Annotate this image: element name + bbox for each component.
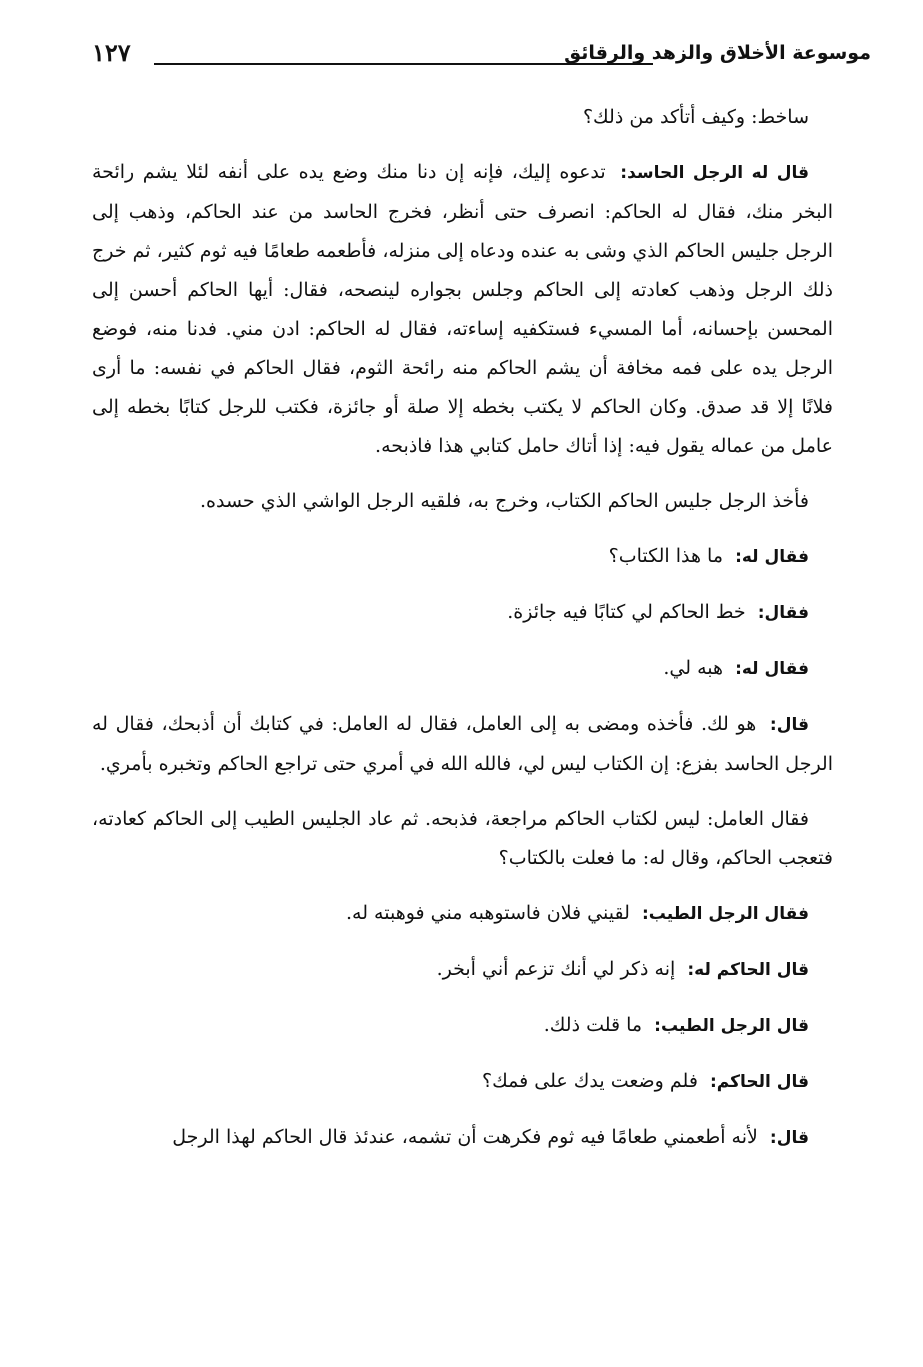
paragraph [92,593,833,633]
paragraph-text: تدعوه إليك، فإنه إن دنا منك وضع يده على أنفه لئلا يشم رائحة البخر منك، فقال له الحاكم: انصرف حتى أنظر، فخرج الحاسد من عند الحاكم، وذهب إلى الرجل جليس الحاكم الذي وشى به عنده ودعاه إلى منزله، فأطعمه طعامًا فيه ثوم كثير، ثم خرج ذلك الرجل وذهب كعادته إلى الحاكم وجلس بجواره لينصحه، فقال: أيها الحاكم أحسن إلى المحسن بإحسانه، أما المسيء فستكفيه إساءته، فقال له الحاكم: ادن مني. فدنا منه، فوضع الرجل يده على فمه مخافة أن يشم الحاكم منه رائحة الثوم، فقال الحاكم في نفسه: ما أرى فلانًا إلا قد صدق. وكان الحاكم لا يكتب بخطه إلا صلة أو جائزة، فكتب للرجل كتابًا بخطه إلى عامل من عماله يقول فيه: إذا أتاك حامل كتابي هذا فاذبحه. [92,161,833,457]
paragraph-text: ساخط: وكيف أتأكد من ذلك؟ [582,106,809,128]
paragraph [92,800,833,878]
paragraph [92,649,833,689]
paragraph-text: ما هذا الكتاب؟ [608,545,724,567]
paragraph-text: ما قلت ذلك. [543,1014,643,1036]
paragraph [92,1062,833,1102]
paragraph-text: هبه لي. [663,657,724,679]
paragraph-text: لأنه أطعمني طعامًا فيه ثوم فكرهت أن تشمه، عندئذ قال الحاكم لهذا الرجل [172,1126,758,1148]
book-title: موسوعة الأخلاق والزهد والرقائق [564,42,871,64]
speaker-label: قال له الرجل الحاسد: [620,163,809,183]
speaker-label: قال الرجل الطيب: [654,1016,809,1036]
speaker-label: قال: [769,1128,809,1148]
speaker-label: قال الحاكم له: [687,960,809,980]
paragraph [92,1006,833,1046]
speaker-label: فقال الرجل الطيب: [641,904,809,924]
paragraph [92,1118,833,1158]
paragraph-text: خط الحاكم لي كتابًا فيه جائزة. [507,601,746,623]
speaker-label: فقال له: [735,547,809,567]
paragraph [92,894,833,934]
paragraph-text: فقال العامل: ليس لكتاب الحاكم مراجعة، فذبحه. ثم عاد الجليس الطيب إلى الحاكم كعادته، فتعجب الحاكم، وقال له: ما فعلت بالكتاب؟ [92,808,833,869]
paragraph-text: إنه ذكر لي أنك تزعم أني أبخر. [436,958,676,980]
paragraph-text: فأخذ الرجل جليس الحاكم الكتاب، وخرج به، فلقيه الرجل الواشي الذي حسده. [200,490,809,512]
paragraph [92,482,833,521]
paragraph-text: فلم وضعت يدك على فمك؟ [482,1070,698,1092]
speaker-label: فقال له: [735,659,809,679]
header-rule [154,63,653,65]
page-number: ١٢٧ [92,38,131,67]
running-header [92,38,871,72]
paragraph [92,950,833,990]
paragraph-text: هو لك. فأخذه ومضى به إلى العامل، فقال له العامل: في كتابك أن أذبحك، فقال له الرجل الحاسد بفزع: إن الكتاب ليس لي، فالله الله في أمري حتى تراجع الحاكم وتخبره بأمري. [92,713,833,775]
paragraph [92,537,833,577]
speaker-label: فقال: [757,603,809,623]
paragraph [92,705,833,784]
paragraph [92,98,833,137]
paragraph-text: لقيني فلان فاستوهبه مني فوهبته له. [346,902,630,924]
speaker-label: قال الحاكم: [709,1072,809,1092]
speaker-label: قال: [769,715,809,735]
body-text [92,98,833,1174]
paragraph [92,153,833,466]
